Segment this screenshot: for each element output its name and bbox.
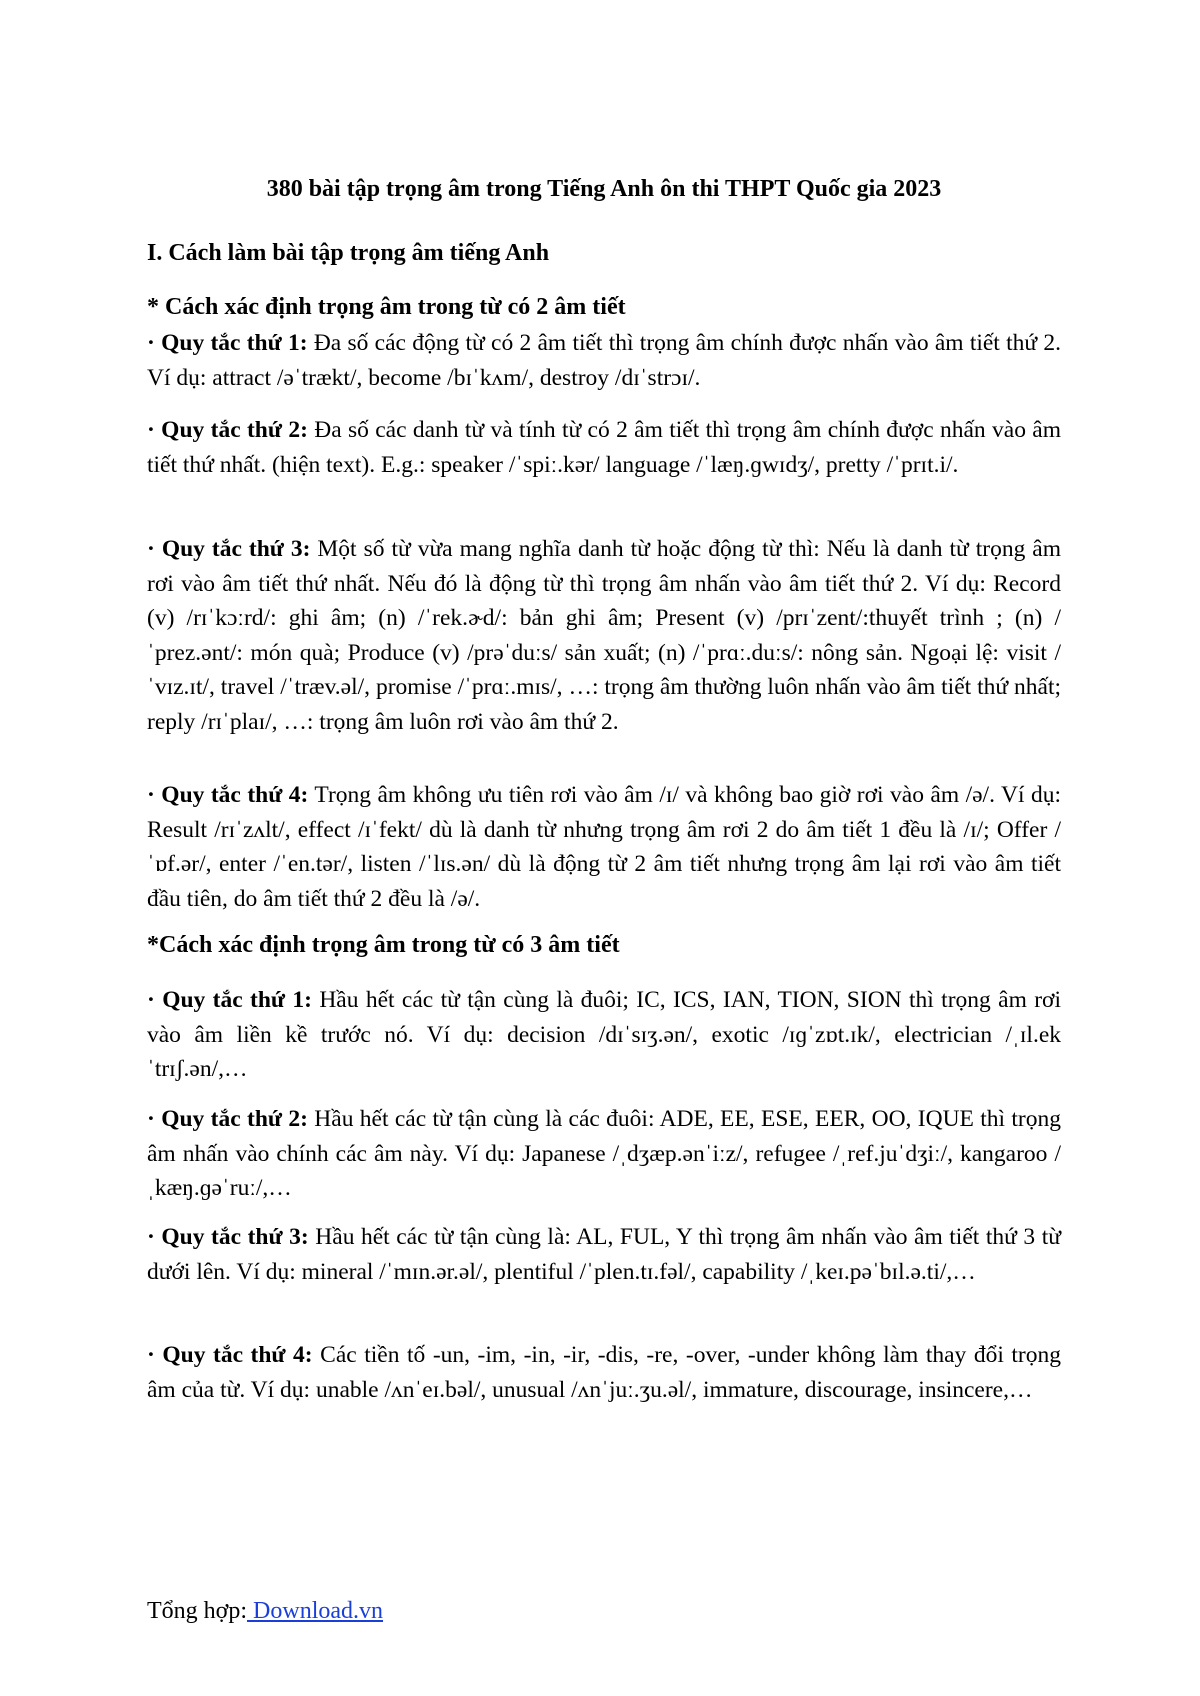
rule-paragraph <box>147 983 1061 1087</box>
rule-text: Hầu hết các từ tận cùng là: AL, FUL, Y thì trọng âm nhấn vào âm tiết thứ 3 từ dưới lên. Ví dụ: mineral /ˈmɪn.ər.əl/, plentiful /ˈplen.tɪ.fəl/, capability /ˌkeɪ.pəˈbɪl.ə.ti/,… <box>147 1224 1061 1285</box>
rule-text: Đa số các động từ có 2 âm tiết thì trọng âm chính được nhấn vào âm tiết thứ 2. Ví dụ: attract /əˈtrækt/, become /bɪˈkʌm/, destroy /dɪˈstrɔɪ/. <box>147 330 1062 391</box>
section-heading: I. Cách làm bài tập trọng âm tiếng Anh <box>147 240 550 266</box>
rule-paragraph <box>147 326 1061 395</box>
footer <box>147 1594 383 1628</box>
subheading-two-syllable: * Cách xác định trọng âm trong từ có 2 âm tiết <box>147 294 626 320</box>
rule-paragraph <box>147 413 1061 482</box>
rule-paragraph <box>147 1102 1061 1206</box>
subheading-three-syllable: *Cách xác định trọng âm trong từ có 3 âm tiết <box>147 932 620 958</box>
rule-label: · Quy tắc thứ 2: <box>147 417 308 443</box>
rule-text: Một số từ vừa mang nghĩa danh từ hoặc động từ thì: Nếu là danh từ trọng âm rơi vào âm tiết thứ nhất. Nếu đó là động từ thì trọng âm nhấn vào âm tiết thứ 2. Ví dụ: Record (v) /rɪˈkɔːrd/: ghi âm; (n) /ˈrek.ɚd/: bản ghi âm; Present (v) /prɪˈzent/:thuyết trình ; (n) /ˈprez.ənt/: món quà; Produce (v) /prəˈduːs/ sản xuất; (n) /ˈprɑː.duːs/: nông sản. Ngoại lệ: visit /ˈvɪz.ɪt/, travel /ˈtræv.əl/, promise /ˈprɑː.mɪs/, …: trọng âm thường luôn nhấn vào âm tiết thứ nhất; reply /rɪˈplaɪ/, …: trọng âm luôn rơi vào âm thứ 2. <box>147 536 1062 735</box>
document-title: 380 bài tập trọng âm trong Tiếng Anh ôn thi THPT Quốc gia 2023 <box>266 176 942 202</box>
rule-label: · Quy tắc thứ 4: <box>147 1342 313 1368</box>
download-link[interactable]: Download.vn <box>247 1598 384 1624</box>
rule-paragraph <box>147 1338 1061 1407</box>
document-page <box>147 0 1061 1696</box>
rule-paragraph <box>147 532 1061 739</box>
rule-paragraph <box>147 1220 1061 1289</box>
footer-label: Tổng hợp: <box>147 1598 248 1624</box>
rule-label: · Quy tắc thứ 4: <box>147 782 309 808</box>
rule-text: Hầu hết các từ tận cùng là các đuôi: ADE, EE, ESE, EER, OO, IQUE thì trọng âm nhấn vào chính các âm này. Ví dụ: Japanese /ˌdʒæp.ənˈiːz/, refugee /ˌref.juˈdʒiː/, kangaroo /ˌkæŋ.ɡəˈruː/,… <box>147 1106 1062 1201</box>
rule-text: Các tiền tố -un, -im, -in, -ir, -dis, -re, -over, -under không làm thay đổi trọng âm của từ. Ví dụ: unable /ʌnˈeɪ.bəl/, unusual /ʌnˈjuː.ʒu.əl/, immature, discourage, insincere,… <box>147 1342 1061 1403</box>
rule-label: · Quy tắc thứ 1: <box>147 987 312 1013</box>
rule-label: · Quy tắc thứ 3: <box>147 536 311 562</box>
rule-text: Trọng âm không ưu tiên rơi vào âm /ɪ/ và không bao giờ rơi vào âm /ə/. Ví dụ: Result /rɪˈzʌlt/, effect /ɪˈfekt/ dù là danh từ nhưng trọng âm rơi 2 do âm tiết 1 đều là /ɪ/; Offer /ˈɒf.ər/, enter /ˈen.tər/, listen /ˈlɪs.ən/ dù là động từ 2 âm tiết nhưng trọng âm lại rơi vào âm tiết đầu tiên, do âm tiết thứ 2 đều là /ə/. <box>147 782 1061 912</box>
rule-paragraph <box>147 778 1061 916</box>
rule-text: Đa số các danh từ và tính từ có 2 âm tiết thì trọng âm chính được nhấn vào âm tiết thứ nhất. (hiện text). E.g.: speaker /ˈspiː.kər/ language /ˈlæŋ.ɡwɪdʒ/, pretty /ˈprɪt.i/. <box>147 417 1061 478</box>
rule-label: · Quy tắc thứ 1: <box>147 330 308 356</box>
rule-label: · Quy tắc thứ 3: <box>147 1224 309 1250</box>
rule-label: · Quy tắc thứ 2: <box>147 1106 308 1132</box>
rule-text: Hầu hết các từ tận cùng là đuôi; IC, ICS, IAN, TION, SION thì trọng âm rơi vào âm liền kề trước nó. Ví dụ: decision /dɪˈsɪʒ.ən/, exotic /ɪɡˈzɒt.ɪk/, electrician /ˌɪl.ekˈtrɪʃ.ən/,… <box>147 987 1061 1082</box>
